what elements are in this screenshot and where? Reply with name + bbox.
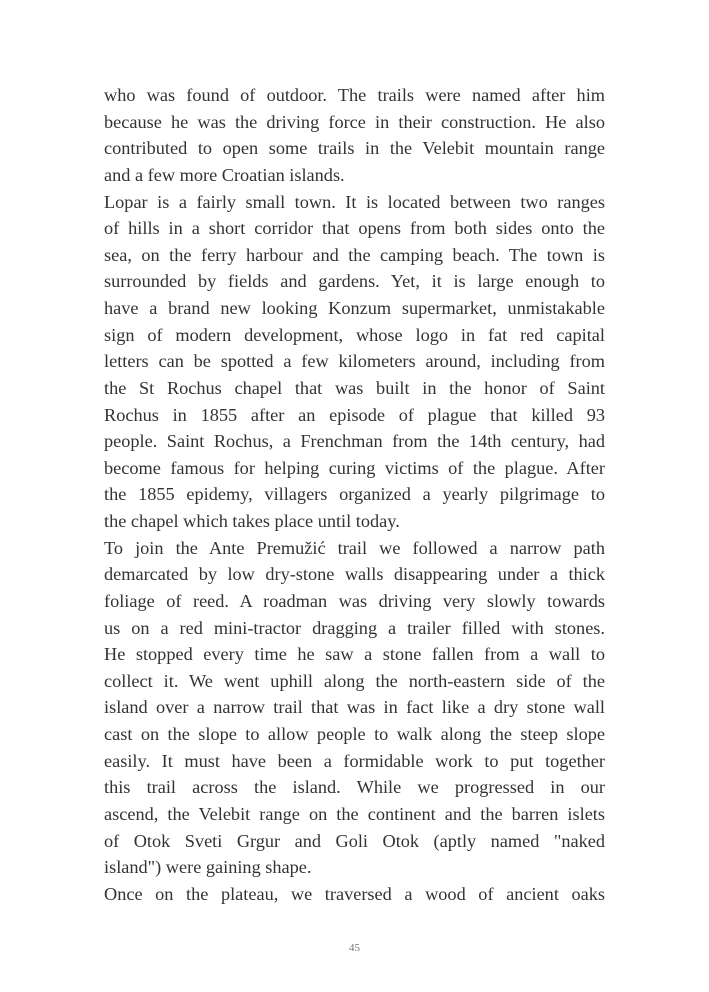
text-line: collect it. We went uphill along the north-eastern side of the [104, 670, 605, 691]
paragraph [104, 535, 605, 881]
text-line: Lopar is a fairly small town. It is located between two ranges [104, 191, 605, 212]
text-line: us on a red mini-tractor dragging a trailer filled with stones. [104, 617, 605, 638]
text-line: of Otok Sveti Grgur and Goli Otok (aptly named "naked [104, 830, 605, 851]
text-line: sign of modern development, whose logo in fat red capital [104, 324, 605, 345]
text-line: demarcated by low dry-stone walls disappearing under a thick [104, 564, 605, 585]
text-line: island") were gaining shape. [104, 857, 312, 878]
text-line: the St Rochus chapel that was built in the honor of Saint [104, 377, 605, 398]
text-line: become famous for helping curing victims of the plague. After [104, 457, 605, 478]
text-line: who was found of outdoor. The trails were named after him [104, 85, 605, 105]
paragraph [104, 881, 605, 908]
text-line: Rochus in 1855 after an episode of plague that killed 93 [104, 404, 605, 425]
text-line: island over a narrow trail that was in fact like a dry stone wall [104, 697, 605, 718]
text-line: letters can be spotted a few kilometers around, including from [104, 351, 605, 372]
text-line: cast on the slope to allow people to walk along the steep slope [104, 724, 605, 744]
text-line: have a brand new looking Konzum supermarket, unmistakable [104, 298, 605, 318]
text-line: ascend, the Velebit range on the continent and the barren islets [104, 803, 605, 824]
text-line: because he was the driving force in their construction. He also [104, 111, 605, 132]
text-line: Once on the plateau, we traversed a wood of ancient oaks [104, 883, 605, 904]
text-line: and a few more Croatian islands. [104, 164, 345, 185]
text-line: the chapel which takes place until today. [104, 511, 400, 531]
text-line: this trail across the island. While we progressed in our [104, 777, 605, 798]
text-line: easily. It must have been a formidable work to put together [104, 750, 605, 771]
text-line: He stopped every time he saw a stone fallen from a wall to [104, 644, 605, 665]
text-line: contributed to open some trails in the Velebit mountain range [104, 138, 605, 159]
text-line: To join the Ante Premužić trail we followed a narrow path [104, 537, 605, 558]
page-number: 45 [349, 942, 360, 954]
text-line: surrounded by fields and gardens. Yet, it is large enough to [104, 271, 605, 292]
text-line: of hills in a short corridor that opens from both sides onto the [104, 218, 605, 239]
paragraph [104, 189, 605, 535]
body-text [104, 82, 605, 907]
paragraph [104, 82, 605, 189]
text-line: foliage of reed. A roadman was driving very slowly towards [104, 590, 605, 611]
text-line: people. Saint Rochus, a Frenchman from the 14th century, had [104, 431, 605, 452]
text-line: sea, on the ferry harbour and the camping beach. The town is [104, 244, 605, 265]
text-line: the 1855 epidemy, villagers organized a yearly pilgrimage to [104, 484, 605, 505]
